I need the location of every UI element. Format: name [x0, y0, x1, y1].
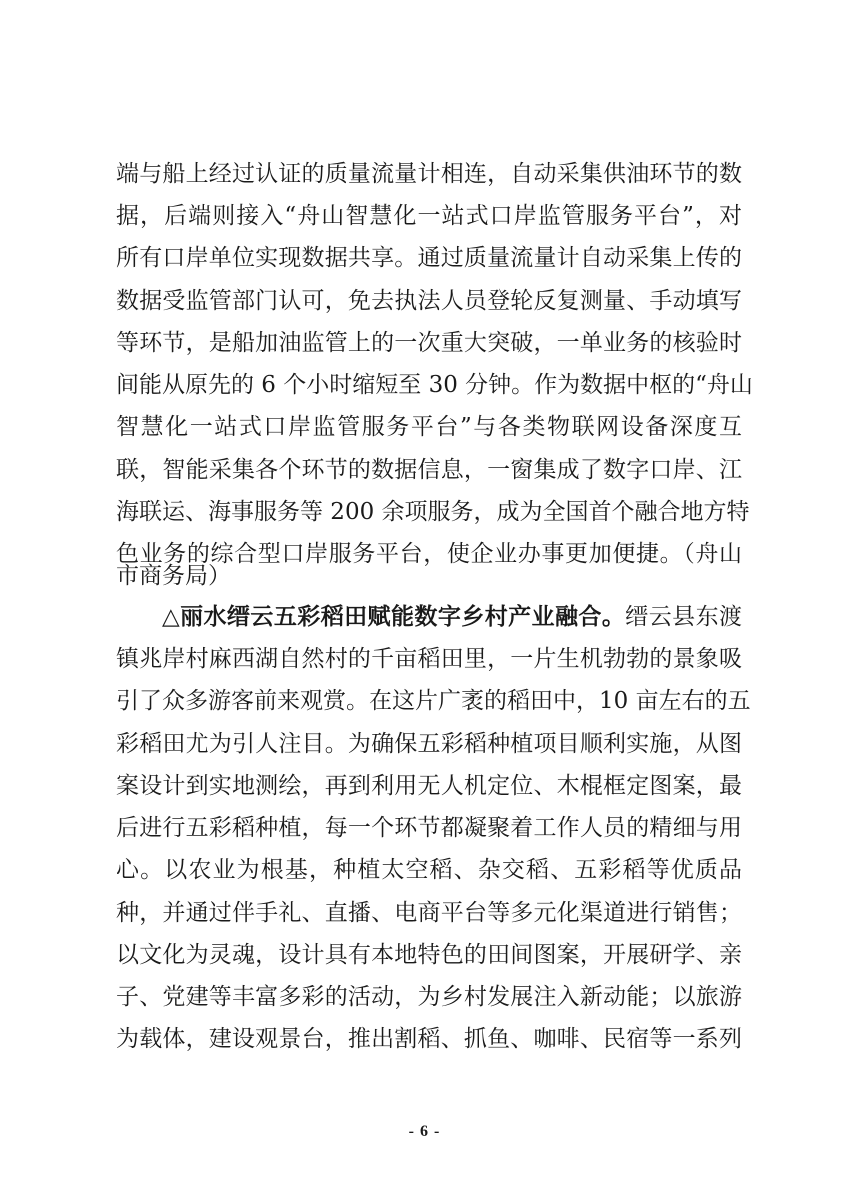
- paragraph-1-line: 海联运、海事服务等 200 余项服务，成为全国首个融合地方特: [116, 499, 750, 525]
- paragraph-1-last-line: 市商务局）: [116, 563, 231, 589]
- paragraph-1-line: 端与船上经过认证的质量流量计相连，自动采集供油环节的数: [116, 161, 742, 187]
- paragraph-2-heading: △丽水缙云五彩稻田赋能数字乡村产业融合。: [162, 603, 626, 630]
- paragraph-2-line: 引了众多游客前来观赏。在这片广袤的稻田中，10 亩左右的五: [116, 688, 751, 714]
- paragraph-2-line: 种，并通过伴手礼、直播、电商平台等多元化渠道进行销售；: [116, 900, 742, 926]
- page-number: - 6 -: [408, 1123, 441, 1140]
- paragraph-1-line: 数据受监管部门认可，免去执法人员登轮反复测量、手动填写: [116, 288, 742, 314]
- paragraph-2-line: 心。以农业为根基，种植太空稻、杂交稻、五彩稻等优质品: [116, 857, 742, 883]
- paragraph-1-line: 智慧化一站式口岸监管服务平台”与各类物联网设备深度互: [116, 414, 742, 440]
- paragraph-2-text: 缙云县东渡: [625, 604, 742, 630]
- paragraph-2-line: 以文化为灵魂，设计具有本地特色的田间图案，开展研学、亲: [116, 942, 742, 968]
- paragraph-2-line: 案设计到实地测绘，再到利用无人机定位、木棍框定图案，最: [116, 773, 742, 799]
- paragraph-1-line: 色业务的综合型口岸服务平台，使企业办事更加便捷。（舟山: [116, 541, 742, 567]
- paragraph-1-line: 等环节，是船加油监管上的一次重大突破，一单业务的核验时: [116, 330, 742, 356]
- paragraph-2-line: 为载体，建设观景台，推出割稻、抓鱼、咖啡、民宿等一系列: [116, 1026, 742, 1052]
- paragraph-1-line: 联，智能采集各个环节的数据信息，一窗集成了数字口岸、江: [116, 457, 742, 483]
- paragraph-2-line: 镇兆岸村麻西湖自然村的千亩稻田里，一片生机勃勃的景象吸: [116, 646, 742, 672]
- paragraph-1-line: 所有口岸单位实现数据共享。通过质量流量计自动采集上传的: [116, 245, 742, 271]
- paragraph-2-line: 后进行五彩稻种植，每一个环节都凝聚着工作人员的精细与用: [116, 815, 742, 841]
- paragraph-2-line: 子、党建等丰富多彩的活动，为乡村发展注入新动能；以旅游: [116, 984, 742, 1010]
- paragraph-1-line: 间能从原先的 6 个小时缩短至 30 分钟。作为数据中枢的“舟山: [116, 372, 753, 398]
- paragraph-2-line: 彩稻田尤为引人注目。为确保五彩稻种植项目顺利实施，从图: [116, 731, 742, 757]
- paragraph-1-line: 据，后端则接入“舟山智慧化一站式口岸监管服务平台”，对: [116, 203, 742, 229]
- paragraph-2-first-line: [162, 597, 742, 637]
